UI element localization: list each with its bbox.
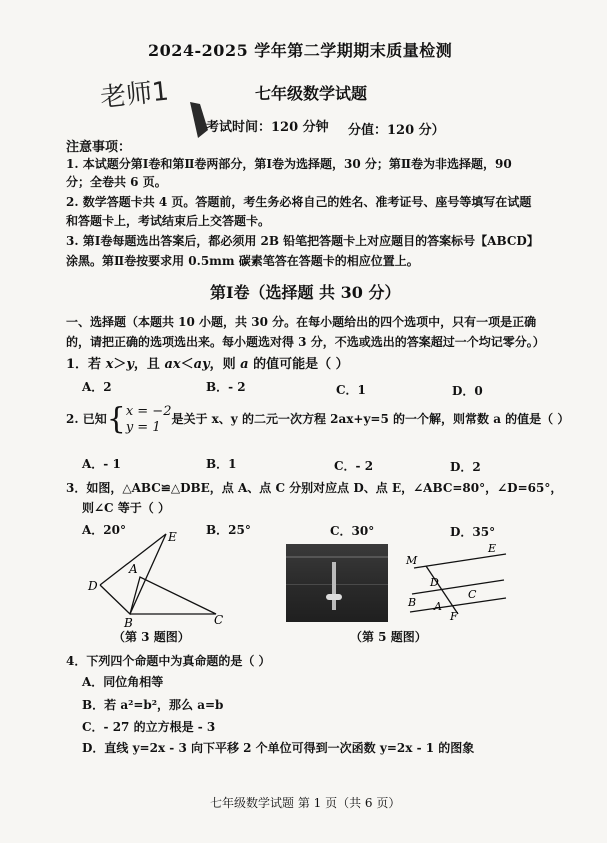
q1-var-ax: ax [164,357,181,372]
q2-option-c[interactable]: C．- 2 [334,459,374,473]
q3-stem-1: 3．如图，△ABC≌△DBE，点 A、点 C 分别对应点 D、点 E，∠ABC=80°，∠D=65°， [66,481,563,495]
q2-option-b[interactable]: B．1 [206,457,237,471]
q2-system [126,404,172,436]
note-1b: 分；全卷共 6 页。 [66,175,167,189]
note-1a: 1. 本试题分第Ⅰ卷和第Ⅱ卷两部分，第Ⅰ卷为选择题，30 分；第Ⅱ卷为非选择题，90 [66,157,512,171]
q2-pre: 2. 已知 [66,412,107,426]
exam-time: 考试时间：120 分钟 [206,120,329,135]
q1-gt: ＞ [113,357,127,372]
figure-5-diagram [404,542,514,624]
fig5-label-c: C [468,588,477,601]
q1-option-a[interactable]: A．2 [82,380,112,394]
q4-option-a[interactable]: A．同位角相等 [82,675,164,689]
q2-eq1: x = −2 [125,403,172,419]
q1-option-d[interactable]: D．0 [452,384,483,398]
q1-var-x: x [105,357,114,372]
fig5-label-b: B [408,596,417,609]
q1-var-a: a [240,357,249,372]
q3-option-a[interactable]: A．20° [82,523,127,537]
q4-stem: 4．下列四个命题中为真命题的是（ ） [66,654,271,668]
fig3-label-a: A [129,562,138,576]
figure-3-triangles [70,530,250,630]
exam-score: 分值：120 分） [348,123,445,138]
q3-stem-2: 则∠C 等于（ ） [82,501,170,515]
fig5-label-a: A [434,600,442,613]
page-footer: 七年级数学试题 第 1 页（共 6 页） [210,796,401,810]
section-intro-1: 一、选择题（本题共 10 小题，共 30 分。在每小题给出的四个选项中，只有一项是正确 [66,315,537,329]
section-title: 第Ⅰ卷（选择题 共 30 分） [210,283,401,302]
handwritten-note: 老师1 [98,76,171,114]
q1-mid: ，且 [133,357,165,372]
q1-option-c[interactable]: C．1 [336,383,366,397]
q2-eq2: y = 1 [125,419,161,435]
fig3-label-b: B [124,616,133,630]
fig3-label-d: D [88,579,98,593]
q1-pre: 1．若 [66,357,106,372]
q3-option-d[interactable]: D．35° [450,525,496,539]
q2-option-a[interactable]: A．- 1 [82,457,121,471]
note-3b: 涂黑。第Ⅱ卷按要求用 0.5mm 碳素笔答在答题卡的相应位置上。 [66,254,419,268]
q3-option-b[interactable]: B．25° [206,523,251,537]
fig5-label-m: M [406,554,418,567]
q2-post: 是关于 x、y 的二元一次方程 2ax+y=5 的一个解，则常数 a 的值是（ ） [171,412,570,426]
fig3-label-e: E [168,530,177,544]
q1-post: ，则 [209,357,241,372]
q1-lt: ＜ [180,357,194,372]
q1-end: 的值可能是（ ） [248,357,349,372]
notes-heading: 注意事项： [66,140,132,155]
q1-var-ay: ay [193,357,210,372]
fig5-label-e: E [488,542,497,555]
subject-title: 七年级数学试题 [255,84,368,103]
q3-option-c[interactable]: C．30° [330,524,375,538]
q2-stem [66,399,569,439]
q2-brace: { [106,401,126,437]
q4-option-b[interactable]: B．若 a²=b²，那么 a=b [82,698,224,712]
q2-option-d[interactable]: D．2 [450,460,481,474]
q4-option-c[interactable]: C．- 27 的立方根是 - 3 [82,720,216,734]
q1-stem [66,353,349,372]
fig5-label-d: D [430,576,439,589]
note-2b: 和答题卡上，考试结束后上交答题卡。 [66,214,271,228]
figure-5-photo [286,544,388,622]
q1-option-b[interactable]: B．- 2 [206,380,246,394]
note-3a: 3. 第Ⅰ卷每题选出答案后，都必须用 2B 铅笔把答题卡上对应题目的答案标号【ABCD】 [66,234,539,248]
fig3-label-c: C [214,613,224,627]
fig3-caption: （第 3 题图） [113,630,190,644]
q1-var-y: y [126,357,134,372]
note-2a: 2. 数学答题卡共 4 页。答题前，考生务必将自己的姓名、准考证号、座号等填写在试题 [66,195,532,209]
exam-title: 2024-2025 学年第二学期期末质量检测 [148,41,453,60]
q4-option-d[interactable]: D．直线 y=2x - 3 向下平移 2 个单位可得到一次函数 y=2x - 1 的图象 [82,741,475,755]
section-intro-2: 的，请把正确的选项选出来。每小题选对得 3 分，不选或选出的答案超过一个均记零分。） [66,335,545,349]
fig5-label-f: F [450,610,458,623]
fig5-caption: （第 5 题图） [350,630,427,644]
